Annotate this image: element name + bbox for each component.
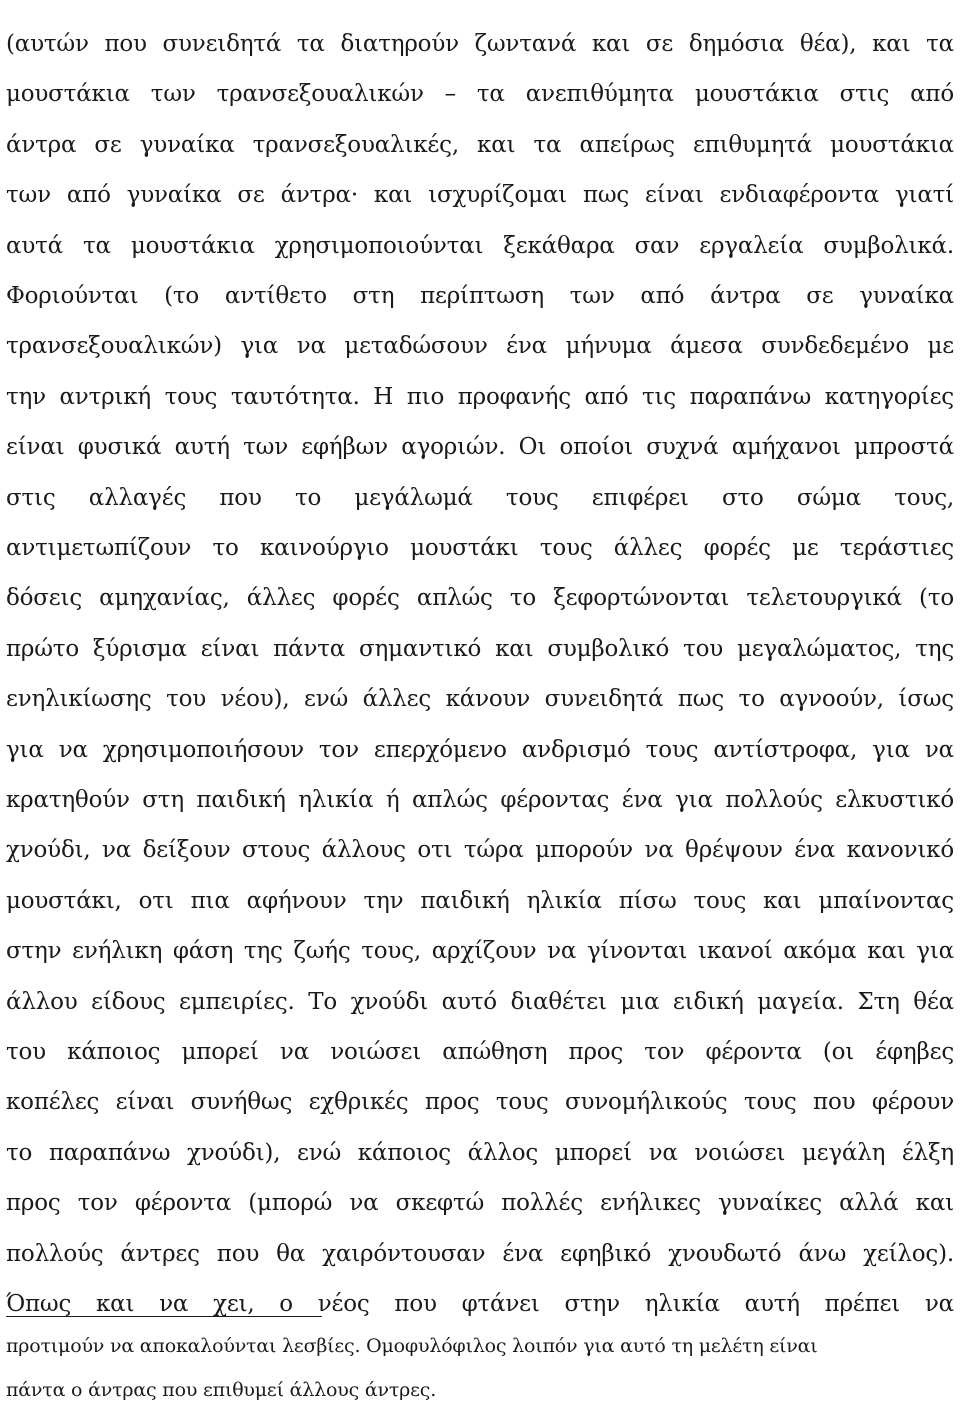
body-line: στις αλλαγές που το μεγάλωμά τους επιφέρει στο σώμα τους, <box>6 485 954 511</box>
body-line: κρατηθούν στη παιδική ηλικία ή απλώς φέροντας ένα για πολλούς ελκυστικό <box>6 787 954 813</box>
body-line: πρώτο ξύρισμα είναι πάντα σημαντικό και συμβολικό του μεγαλώματος, της <box>6 636 954 662</box>
body-line: για να χρησιμοποιήσουν τον επερχόμενο ανδρισμό τους αντίστροφα, για να <box>6 737 954 763</box>
body-line: άντρα σε γυναίκα τρανσεξουαλικές, και τα απείρως επιθυμητά μουστάκια <box>6 132 954 158</box>
body-line: ενηλικίωσης του νέου), ενώ άλλες κάνουν συνειδητά πως το αγνοούν, ίσως <box>6 686 954 712</box>
body-line: το παραπάνω χνούδι), ενώ κάποιος άλλος μπορεί να νοιώσει μεγάλη έλξη <box>6 1140 954 1166</box>
body-line: μουστάκια των τρανσεξουαλικών – τα ανεπιθύμητα μουστάκια στις από <box>6 81 954 107</box>
body-line: χνούδι, να δείξουν στους άλλους οτι τώρα μπορούν να θρέψουν ένα κανονικό <box>6 837 954 863</box>
footnote-line: πάντα ο άντρας που επιθυμεί άλλους άντρες. <box>6 1379 437 1401</box>
body-line: αντιμετωπίζουν το καινούργιο μουστάκι τους άλλες φορές με τεράστιες <box>6 535 954 561</box>
body-line: κοπέλες είναι συνήθως εχθρικές προς τους συνομήλικούς τους που φέρουν <box>6 1089 954 1115</box>
body-line: των από γυναίκα σε άντρα· και ισχυρίζομαι πως είναι ενδιαφέροντα γιατί <box>6 182 954 208</box>
body-line: στην ενήλικη φάση της ζωής τους, αρχίζουν να γίνονται ικανοί ακόμα και για <box>6 938 954 964</box>
body-line: Φοριούνται (το αντίθετο στη περίπτωση των από άντρα σε γυναίκα <box>6 283 954 309</box>
body-line: μουστάκι, οτι πια αφήνουν την παιδική ηλικία πίσω τους και μπαίνοντας <box>6 888 954 914</box>
body-line: Όπως και να χει, ο νέος που φτάνει στην ηλικία αυτή πρέπει να <box>6 1291 954 1317</box>
body-line: (αυτών που συνειδητά τα διατηρούν ζωντανά και σε δημόσια θέα), και τα <box>6 31 954 57</box>
footnote-separator <box>6 1316 322 1317</box>
body-line: είναι φυσικά αυτή των εφήβων αγοριών. Οι οποίοι συχνά αμήχανοι μπροστά <box>6 434 954 460</box>
body-line: του κάποιος μπορεί να νοιώσει απώθηση προς τον φέροντα (οι έφηβες <box>6 1039 954 1065</box>
body-line: την αντρική τους ταυτότητα. Η πιο προφανής από τις παραπάνω κατηγορίες <box>6 384 954 410</box>
body-line: τρανσεξουαλικών) για να μεταδώσουν ένα μήνυμα άμεσα συνδεδεμένο με <box>6 333 954 359</box>
body-line: άλλου είδους εμπειρίες. Το χνούδι αυτό διαθέτει μια ειδική μαγεία. Στη θέα <box>6 989 954 1015</box>
body-line: αυτά τα μουστάκια χρησιμοποιούνται ξεκάθαρα σαν εργαλεία συμβολικά. <box>6 233 954 259</box>
body-line: προς τον φέροντα (μπορώ να σκεφτώ πολλές ενήλικες γυναίκες αλλά και <box>6 1190 954 1216</box>
body-line: δόσεις αμηχανίας, άλλες φορές απλώς το ξεφορτώνονται τελετουργικά (το <box>6 585 954 611</box>
footnote-line: προτιμούν να αποκαλούνται λεσβίες. Ομοφυλόφιλος λοιπόν για αυτό τη μελέτη είναι <box>6 1335 818 1357</box>
body-line: πολλούς άντρες που θα χαιρόντουσαν ένα εφηβικό χνουδωτό άνω χείλος). <box>6 1241 954 1267</box>
